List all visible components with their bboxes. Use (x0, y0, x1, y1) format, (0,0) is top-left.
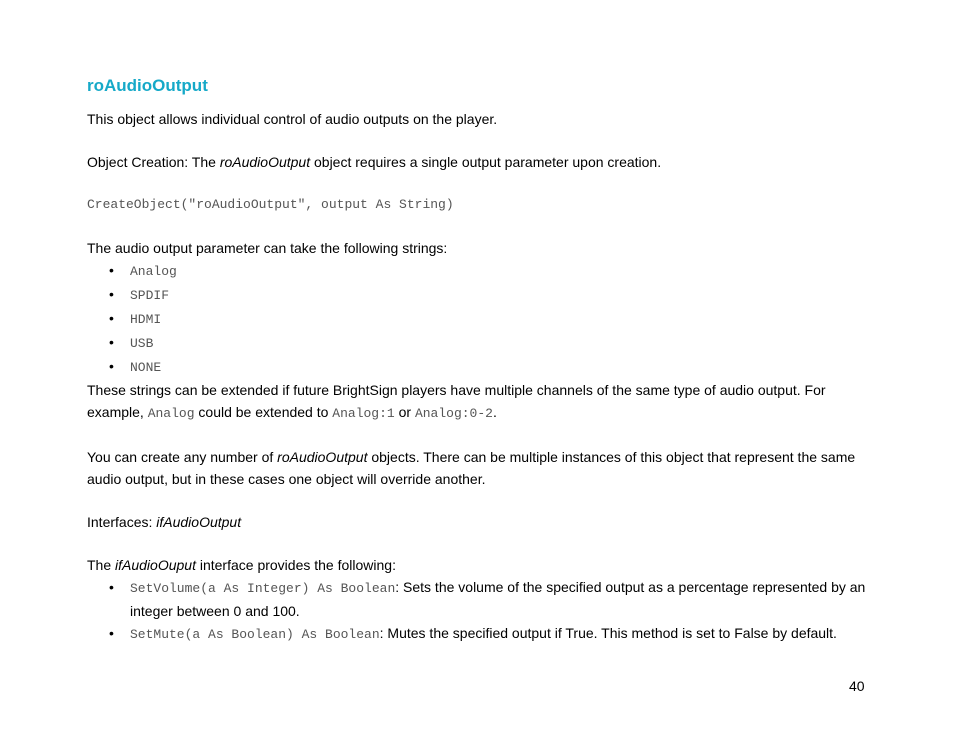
inline-code: Analog (147, 406, 195, 421)
list-item (87, 576, 867, 622)
bullet-icon: • (109, 579, 114, 595)
extend-text: could be extended to (194, 404, 333, 420)
list-item (87, 283, 867, 307)
method-signature: SetMute(a As Boolean) As Boolean (130, 627, 380, 642)
interface-name: ifAudioOutput (156, 514, 242, 530)
list-item (87, 331, 867, 355)
param-value: Analog (130, 264, 177, 279)
list-item (87, 622, 867, 646)
bullet-icon: • (109, 310, 114, 326)
list-item (87, 307, 867, 331)
extend-text: or (394, 404, 415, 420)
creation-object-name: roAudioOutput (219, 154, 311, 170)
method-description: : Sets the volume of the specified output as a percentage represented by an integer between 0 and 100. (130, 579, 866, 619)
extend-paragraph (87, 379, 867, 425)
interface-intro-paragraph (87, 554, 867, 576)
list-item (87, 259, 867, 283)
section-heading: roAudioOutput (87, 76, 208, 95)
iface-intro-prefix: The (87, 557, 116, 573)
list-item (87, 355, 867, 379)
creation-suffix: object requires a single output parameter upon creation. (310, 154, 662, 170)
param-value: NONE (130, 360, 162, 375)
method-signature: SetVolume(a As Integer) As Boolean (130, 581, 396, 596)
extend-text: . (492, 404, 497, 420)
code-example: CreateObject("roAudioOutput", output As String) (87, 197, 454, 212)
params-intro: The audio output parameter can take the following strings: (87, 240, 448, 256)
methods-list (87, 576, 867, 646)
iface-intro-suffix: interface provides the following: (195, 557, 396, 573)
instances-suffix: objects. There can be multiple instances of this object that represent the same audio output, but in these cases one object will override another. (87, 449, 856, 487)
bullet-icon: • (109, 262, 114, 278)
instances-paragraph (87, 446, 867, 490)
bullet-icon: • (109, 358, 114, 374)
bullet-icon: • (109, 625, 114, 641)
param-value: SPDIF (130, 288, 170, 303)
extend-text: These strings can be extended if future BrightSign players have multiple channels of the same type of audio output. For example, (87, 382, 826, 420)
interfaces-paragraph (87, 511, 867, 533)
iface-intro-name: ifAudioOuput (115, 557, 196, 573)
interfaces-label: Interfaces: (87, 514, 157, 530)
instances-object-name: roAudioOutput (277, 449, 368, 465)
bullet-icon: • (109, 286, 114, 302)
param-value: USB (130, 336, 154, 351)
method-description: : Mutes the specified output if True. This method is set to False by default. (379, 625, 837, 641)
params-list (87, 259, 867, 379)
creation-prefix: Object Creation: The (87, 154, 220, 170)
inline-code: Analog:1 (332, 406, 395, 421)
inline-code: Analog:0-2 (414, 406, 493, 421)
param-value: HDMI (130, 312, 162, 327)
instances-prefix: You can create any number of (87, 449, 278, 465)
intro-paragraph: This object allows individual control of audio outputs on the player. (87, 111, 498, 127)
bullet-icon: • (109, 334, 114, 350)
page-number: 40 (849, 678, 865, 694)
object-creation-paragraph (87, 151, 867, 173)
document-page (87, 74, 867, 646)
